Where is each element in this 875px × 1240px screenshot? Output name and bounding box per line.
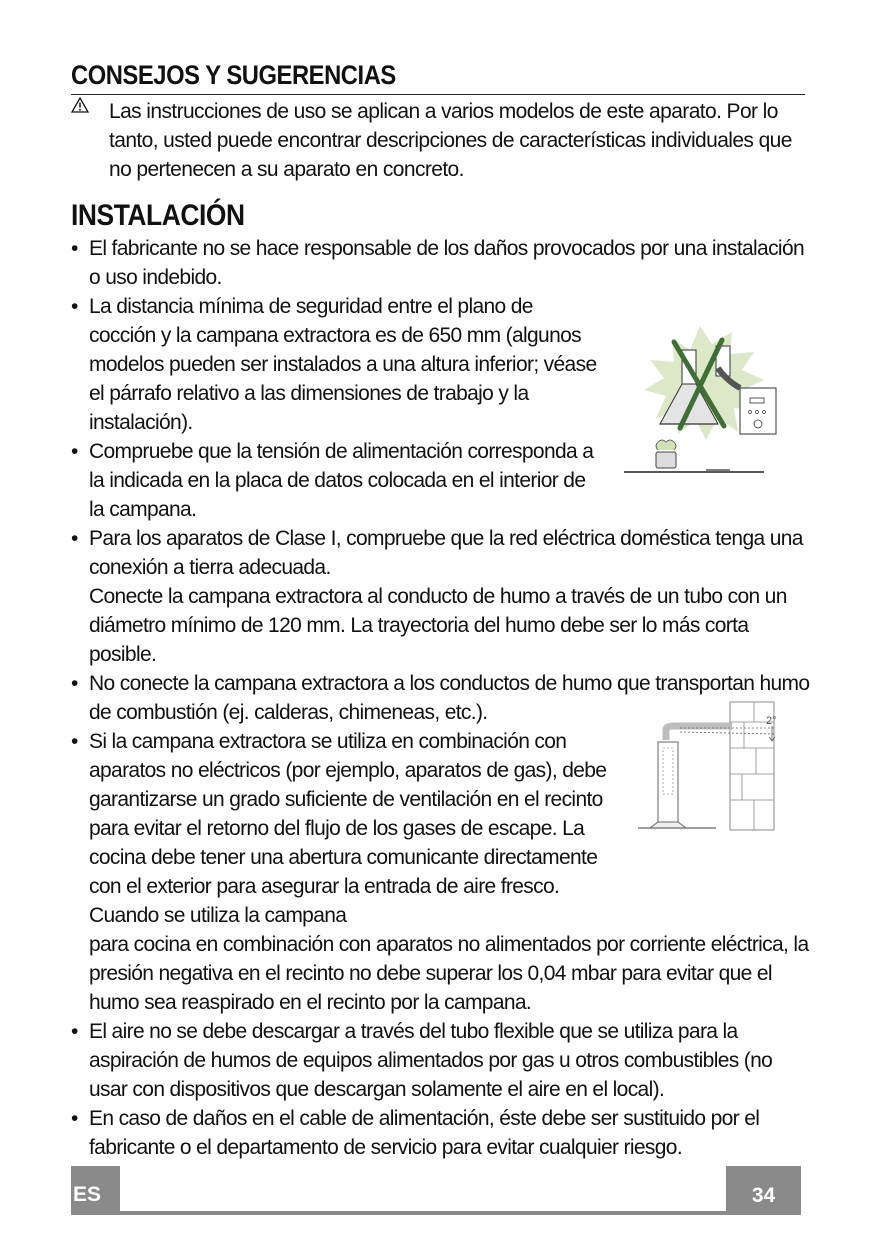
list-item-text: El fabricante no se hace responsable de los daños provocados por una instalación o uso indebido. bbox=[89, 237, 805, 289]
list-item bbox=[71, 234, 811, 292]
hood-warning-illustration bbox=[620, 322, 780, 484]
list-item bbox=[71, 1017, 811, 1104]
list-item-text: No conecte la campana extractora a los conductos de humo que transportan humo de combustión (ej. calderas, chimeneas, etc.). bbox=[89, 672, 810, 724]
warning-icon bbox=[71, 97, 89, 113]
title-rule bbox=[71, 94, 805, 95]
duct-slope-illustration bbox=[636, 700, 786, 834]
warning-note: Las instrucciones de uso se aplican a varios modelos de este aparato. Por lo tanto, usted puede encontrar descripciones de características individuales que no pertenecen a su aparato en concreto. bbox=[109, 100, 792, 181]
language-tab: ES bbox=[71, 1166, 120, 1215]
footer-bar bbox=[71, 1211, 801, 1215]
list-item-text: La distancia mínima de seguridad entre el plano de cocción y la campana extractora es de 650 mm (algunos modelos pueden ser instalados a una altura inferior; véase el párrafo relativo a las dimensiones de trabajo y la instalación). bbox=[89, 295, 597, 434]
bullet: • bbox=[71, 1107, 78, 1130]
bullet: • bbox=[71, 1020, 78, 1043]
section-title-instalacion: INSTALACIÓN bbox=[71, 199, 245, 232]
list-item-text: Para los aparatos de Clase I, compruebe que la red eléctrica doméstica tenga una conexión a tierra adecuada. bbox=[89, 527, 803, 579]
bullet: • bbox=[71, 237, 78, 260]
bullet: • bbox=[71, 672, 78, 695]
bullet: • bbox=[71, 730, 78, 753]
duct-slope-label: 2° bbox=[766, 715, 777, 727]
list-item-text: Si la campana extractora se utiliza en combinación con aparatos no eléctricos (por ejemplo, aparatos de gas), debe garantizarse un grado suficiente de ventilación en el recinto para evitar el retorno del flujo de los gases de escape. La cocina debe tener una abertura comunicante directamente con el exterior para asegurar la entrada de aire fresco. Cuando se utiliza la campana bbox=[89, 730, 607, 927]
list-item-text: El aire no se debe descargar a través del tubo flexible que se utiliza para la aspiración de humos de equipos alimentados por gas u otros combustibles (no usar con dispositivos que descargan solamente el aire en el local). bbox=[89, 1020, 773, 1101]
section-title-consejos: CONSEJOS Y SUGERENCIAS bbox=[71, 60, 396, 90]
bullet: • bbox=[71, 440, 78, 463]
bullet: • bbox=[71, 527, 78, 550]
list-item-text-continued: para cocina en combinación con aparatos no alimentados por corriente eléctrica, la presión negativa en el recinto no debe superar los 0,04 mbar para evitar que el humo sea reaspirado en el recinto por la campana. bbox=[89, 933, 809, 1014]
list-item-text: Compruebe que la tensión de alimentación corresponda a la indicada en la placa de datos colocada en el interior de la campana. bbox=[89, 440, 594, 521]
bullet: • bbox=[71, 295, 78, 318]
list-item bbox=[71, 1104, 811, 1162]
page-number: 34 bbox=[726, 1166, 801, 1215]
list-item-extra-text: Conecte la campana extractora al conducto de humo a través de un tubo con un diámetro mínimo de 120 mm. La trayectoria del humo debe ser lo más corta posible. bbox=[89, 585, 787, 666]
list-item-text: En caso de daños en el cable de alimentación, éste debe ser sustituido por el fabricante o el departamento de servicio para evitar cualquier riesgo. bbox=[89, 1107, 760, 1159]
list-item bbox=[71, 524, 811, 669]
